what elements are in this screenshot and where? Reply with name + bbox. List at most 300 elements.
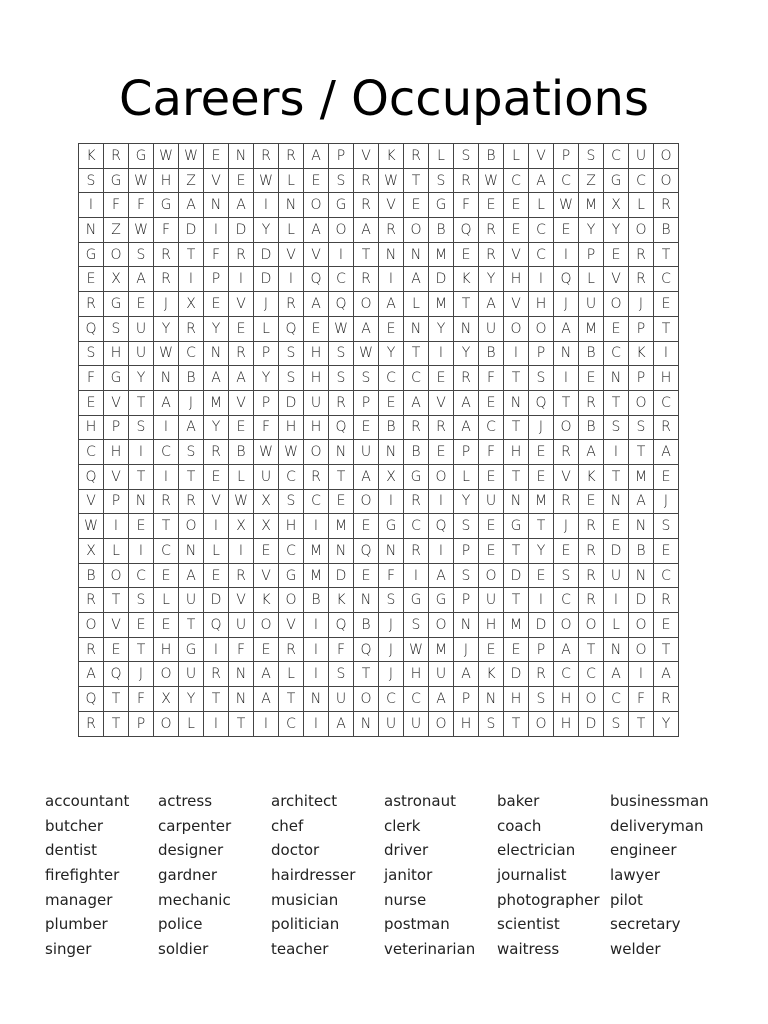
grid-cell: R <box>104 144 129 169</box>
grid-cell: R <box>79 638 104 663</box>
grid-cell: G <box>104 366 129 391</box>
grid-cell: T <box>654 317 679 342</box>
grid-cell: R <box>79 292 104 317</box>
word-list-item: firefighter <box>45 866 120 885</box>
grid-cell: A <box>179 416 204 441</box>
grid-cell: C <box>654 267 679 292</box>
grid-cell: E <box>429 366 454 391</box>
grid-cell: Y <box>579 218 604 243</box>
grid-cell: S <box>329 366 354 391</box>
grid-cell: L <box>529 193 554 218</box>
grid-cell: A <box>429 687 454 712</box>
grid-cell: E <box>529 440 554 465</box>
grid-cell: F <box>129 193 154 218</box>
grid-cell: L <box>104 539 129 564</box>
grid-cell: N <box>454 613 479 638</box>
page-title: Careers / Occupations <box>119 71 649 127</box>
grid-cell: E <box>554 218 579 243</box>
grid-cell: A <box>654 440 679 465</box>
grid-cell: U <box>229 613 254 638</box>
word-list-item: hairdresser <box>271 866 356 885</box>
grid-cell: E <box>579 490 604 515</box>
grid-cell: G <box>429 588 454 613</box>
word-list-item: plumber <box>45 915 108 934</box>
grid-cell: S <box>554 564 579 589</box>
grid-cell: U <box>404 712 429 737</box>
grid-cell: J <box>254 292 279 317</box>
grid-cell: D <box>504 662 529 687</box>
grid-cell: R <box>79 588 104 613</box>
grid-cell: I <box>129 539 154 564</box>
grid-cell: H <box>304 366 329 391</box>
word-list-item: coach <box>497 816 542 835</box>
grid-cell: O <box>654 144 679 169</box>
grid-cell: H <box>454 712 479 737</box>
grid-cell: R <box>579 391 604 416</box>
grid-cell: F <box>629 687 654 712</box>
grid-cell: I <box>304 712 329 737</box>
grid-cell: R <box>279 292 304 317</box>
grid-cell: T <box>404 342 429 367</box>
grid-cell: I <box>79 193 104 218</box>
grid-cell: I <box>154 416 179 441</box>
word-list-item: designer <box>158 841 224 860</box>
grid-cell: I <box>229 267 254 292</box>
grid-cell: P <box>454 687 479 712</box>
grid-cell: O <box>354 687 379 712</box>
grid-cell: Q <box>104 662 129 687</box>
grid-cell: X <box>229 514 254 539</box>
grid-cell: D <box>629 588 654 613</box>
grid-cell: N <box>204 342 229 367</box>
word-list-item: clerk <box>384 816 421 835</box>
grid-cell: F <box>204 243 229 268</box>
grid-cell: E <box>229 317 254 342</box>
grid-cell: N <box>379 539 404 564</box>
grid-cell: A <box>454 416 479 441</box>
grid-cell: S <box>129 588 154 613</box>
grid-cell: C <box>604 342 629 367</box>
grid-cell: E <box>454 243 479 268</box>
grid-cell: R <box>229 342 254 367</box>
grid-cell: S <box>329 169 354 194</box>
grid-cell: V <box>279 613 304 638</box>
grid-cell: S <box>79 169 104 194</box>
grid-cell: N <box>154 366 179 391</box>
grid-cell: I <box>304 613 329 638</box>
grid-cell: Z <box>179 169 204 194</box>
grid-cell: D <box>179 218 204 243</box>
grid-cell: O <box>104 564 129 589</box>
grid-cell: T <box>404 169 429 194</box>
grid-cell: L <box>629 193 654 218</box>
grid-cell: Q <box>454 218 479 243</box>
grid-cell: C <box>654 564 679 589</box>
grid-cell: N <box>354 588 379 613</box>
grid-cell: C <box>504 169 529 194</box>
grid-cell: R <box>279 638 304 663</box>
grid-cell: I <box>329 243 354 268</box>
grid-cell: U <box>179 662 204 687</box>
grid-cell: A <box>454 391 479 416</box>
grid-cell: O <box>629 218 654 243</box>
grid-cell: W <box>404 638 429 663</box>
grid-cell: I <box>379 267 404 292</box>
grid-cell: Y <box>604 218 629 243</box>
grid-cell: P <box>454 588 479 613</box>
grid-cell: B <box>379 416 404 441</box>
grid-cell: R <box>654 416 679 441</box>
word-list-item: actress <box>158 792 213 810</box>
grid-cell: E <box>229 416 254 441</box>
grid-cell: A <box>379 292 404 317</box>
word-list-item: musician <box>271 890 339 909</box>
grid-cell: X <box>104 267 129 292</box>
grid-cell: A <box>304 144 329 169</box>
grid-cell: U <box>629 144 654 169</box>
grid-cell: V <box>229 588 254 613</box>
grid-cell: E <box>604 514 629 539</box>
grid-cell: Q <box>329 292 354 317</box>
word-list-item: pilot <box>610 890 643 909</box>
word-list-item: butcher <box>45 816 104 835</box>
grid-cell: B <box>354 613 379 638</box>
grid-cell: I <box>604 588 629 613</box>
grid-cell: L <box>179 712 204 737</box>
grid-cell: T <box>104 687 129 712</box>
grid-cell: D <box>279 391 304 416</box>
grid-cell: S <box>129 243 154 268</box>
grid-cell: I <box>654 342 679 367</box>
grid-cell: I <box>529 588 554 613</box>
grid-cell: C <box>654 391 679 416</box>
grid-cell: H <box>404 662 429 687</box>
grid-cell: J <box>529 416 554 441</box>
grid-cell: E <box>204 465 229 490</box>
grid-cell: A <box>579 440 604 465</box>
grid-cell: X <box>254 490 279 515</box>
grid-cell: J <box>554 514 579 539</box>
grid-cell: R <box>429 416 454 441</box>
grid-cell: O <box>654 169 679 194</box>
grid-cell: Y <box>254 218 279 243</box>
grid-cell: F <box>104 193 129 218</box>
grid-cell: Q <box>204 613 229 638</box>
grid-cell: A <box>254 687 279 712</box>
grid-cell: V <box>254 564 279 589</box>
grid-cell: B <box>429 218 454 243</box>
grid-cell: V <box>529 144 554 169</box>
grid-cell: V <box>504 243 529 268</box>
grid-cell: L <box>454 465 479 490</box>
grid-cell: O <box>579 687 604 712</box>
grid-cell: T <box>154 514 179 539</box>
grid-cell: W <box>354 342 379 367</box>
grid-cell: H <box>279 416 304 441</box>
grid-cell: S <box>579 144 604 169</box>
grid-cell: E <box>254 539 279 564</box>
grid-cell: X <box>154 687 179 712</box>
grid-cell: N <box>604 638 629 663</box>
grid-cell: R <box>404 490 429 515</box>
grid-cell: S <box>454 564 479 589</box>
grid-cell: M <box>304 539 329 564</box>
grid-cell: C <box>279 539 304 564</box>
grid-cell: U <box>129 317 154 342</box>
grid-cell: C <box>579 662 604 687</box>
grid-cell: E <box>529 564 554 589</box>
grid-cell: P <box>254 342 279 367</box>
grid-cell: K <box>479 662 504 687</box>
grid-cell: W <box>129 218 154 243</box>
grid-cell: S <box>604 416 629 441</box>
grid-cell: L <box>279 169 304 194</box>
grid-cell: R <box>529 662 554 687</box>
grid-cell: N <box>329 539 354 564</box>
grid-cell: Z <box>104 218 129 243</box>
grid-cell: C <box>379 687 404 712</box>
grid-cell: S <box>429 169 454 194</box>
grid-cell: E <box>404 193 429 218</box>
grid-cell: Y <box>204 416 229 441</box>
grid-cell: R <box>479 243 504 268</box>
grid-cell: H <box>654 366 679 391</box>
grid-cell: U <box>479 588 504 613</box>
grid-cell: N <box>379 243 404 268</box>
grid-cell: B <box>654 218 679 243</box>
grid-cell: P <box>329 144 354 169</box>
grid-cell: N <box>629 514 654 539</box>
word-list-item: dentist <box>45 841 98 860</box>
grid-cell: B <box>304 588 329 613</box>
grid-cell: A <box>654 662 679 687</box>
grid-cell: K <box>454 267 479 292</box>
grid-cell: Q <box>329 613 354 638</box>
grid-cell: T <box>129 638 154 663</box>
grid-cell: G <box>179 638 204 663</box>
grid-cell: I <box>404 564 429 589</box>
grid-cell: E <box>554 539 579 564</box>
grid-cell: S <box>454 144 479 169</box>
grid-cell: W <box>229 490 254 515</box>
grid-cell: Q <box>79 317 104 342</box>
word-search-grid <box>78 143 679 737</box>
grid-cell: U <box>254 465 279 490</box>
word-list-item: veterinarian <box>384 940 476 959</box>
grid-cell: V <box>79 490 104 515</box>
grid-cell: S <box>529 687 554 712</box>
word-list-item: welder <box>610 940 661 959</box>
grid-cell: H <box>504 440 529 465</box>
grid-cell: Y <box>479 267 504 292</box>
grid-cell: N <box>279 193 304 218</box>
grid-cell: B <box>579 416 604 441</box>
grid-cell: E <box>654 539 679 564</box>
grid-cell: V <box>204 169 229 194</box>
grid-cell: T <box>579 638 604 663</box>
grid-cell: O <box>529 317 554 342</box>
grid-cell: E <box>504 638 529 663</box>
grid-cell: I <box>279 267 304 292</box>
grid-cell: C <box>529 218 554 243</box>
grid-cell: E <box>379 391 404 416</box>
grid-cell: T <box>454 292 479 317</box>
grid-cell: I <box>429 342 454 367</box>
grid-cell: M <box>429 292 454 317</box>
grid-cell: A <box>204 366 229 391</box>
grid-cell: R <box>354 193 379 218</box>
grid-cell: L <box>429 144 454 169</box>
grid-cell: T <box>179 465 204 490</box>
grid-cell: S <box>479 712 504 737</box>
grid-cell: O <box>429 613 454 638</box>
grid-cell: B <box>629 539 654 564</box>
grid-cell: H <box>554 712 579 737</box>
grid-cell: C <box>629 169 654 194</box>
grid-cell: R <box>579 514 604 539</box>
word-list-item: scientist <box>497 915 560 934</box>
grid-cell: A <box>454 662 479 687</box>
grid-cell: K <box>79 144 104 169</box>
grid-cell: E <box>304 169 329 194</box>
grid-cell: R <box>204 440 229 465</box>
grid-cell: U <box>129 342 154 367</box>
grid-cell: W <box>279 440 304 465</box>
word-list-item: astronaut <box>384 792 456 810</box>
grid-cell: I <box>554 366 579 391</box>
grid-cell: I <box>204 638 229 663</box>
grid-cell: U <box>379 712 404 737</box>
grid-cell: O <box>304 193 329 218</box>
grid-cell: R <box>154 267 179 292</box>
grid-cell: T <box>504 539 529 564</box>
grid-cell: V <box>354 144 379 169</box>
grid-cell: I <box>254 712 279 737</box>
grid-cell: T <box>104 712 129 737</box>
grid-cell: R <box>579 564 604 589</box>
grid-cell: N <box>304 687 329 712</box>
grid-cell: B <box>79 564 104 589</box>
grid-cell: L <box>279 218 304 243</box>
grid-cell: R <box>579 539 604 564</box>
grid-cell: C <box>304 490 329 515</box>
word-list-item: journalist <box>497 866 567 885</box>
grid-cell: R <box>654 687 679 712</box>
grid-cell: I <box>179 267 204 292</box>
grid-cell: K <box>254 588 279 613</box>
grid-cell: E <box>354 416 379 441</box>
grid-cell: V <box>104 613 129 638</box>
grid-cell: G <box>404 588 429 613</box>
grid-cell: E <box>604 317 629 342</box>
grid-cell: F <box>379 564 404 589</box>
grid-cell: G <box>329 193 354 218</box>
grid-cell: T <box>554 391 579 416</box>
grid-cell: B <box>479 342 504 367</box>
grid-cell: C <box>604 144 629 169</box>
grid-cell: E <box>379 317 404 342</box>
grid-cell: N <box>229 687 254 712</box>
grid-cell: N <box>229 144 254 169</box>
grid-cell: G <box>79 243 104 268</box>
grid-cell: W <box>154 342 179 367</box>
grid-cell: O <box>154 662 179 687</box>
word-list-item: photographer <box>497 890 600 909</box>
grid-cell: Y <box>454 342 479 367</box>
grid-cell: M <box>204 391 229 416</box>
word-list <box>45 789 723 962</box>
grid-cell: U <box>429 662 454 687</box>
grid-cell: I <box>204 218 229 243</box>
grid-cell: A <box>79 662 104 687</box>
grid-cell: X <box>179 292 204 317</box>
grid-cell: O <box>254 613 279 638</box>
grid-cell: T <box>504 712 529 737</box>
grid-cell: A <box>304 292 329 317</box>
grid-cell: R <box>229 564 254 589</box>
grid-cell: G <box>154 193 179 218</box>
grid-cell: B <box>229 440 254 465</box>
grid-cell: F <box>454 193 479 218</box>
grid-cell: E <box>504 193 529 218</box>
grid-cell: R <box>154 243 179 268</box>
grid-cell: S <box>529 366 554 391</box>
grid-cell: I <box>604 440 629 465</box>
word-list-item: mechanic <box>158 890 231 909</box>
grid-cell: Y <box>429 317 454 342</box>
grid-cell: W <box>254 440 279 465</box>
grid-cell: W <box>254 169 279 194</box>
grid-cell: I <box>554 243 579 268</box>
grid-cell: C <box>279 712 304 737</box>
grid-cell: D <box>329 564 354 589</box>
grid-cell: B <box>479 144 504 169</box>
grid-cell: D <box>504 564 529 589</box>
grid-cell: P <box>579 243 604 268</box>
grid-cell: S <box>179 440 204 465</box>
grid-cell: I <box>529 267 554 292</box>
grid-cell: I <box>379 490 404 515</box>
grid-cell: K <box>329 588 354 613</box>
grid-cell: E <box>354 514 379 539</box>
grid-cell: R <box>404 144 429 169</box>
grid-cell: E <box>354 564 379 589</box>
grid-cell: I <box>304 638 329 663</box>
grid-cell: T <box>279 687 304 712</box>
grid-cell: S <box>279 366 304 391</box>
grid-cell: S <box>654 514 679 539</box>
grid-cell: J <box>379 638 404 663</box>
grid-cell: L <box>154 588 179 613</box>
grid-cell: E <box>479 514 504 539</box>
grid-cell: A <box>479 292 504 317</box>
grid-cell: I <box>204 712 229 737</box>
grid-cell: E <box>429 440 454 465</box>
grid-cell: M <box>429 243 454 268</box>
grid-cell: H <box>304 342 329 367</box>
grid-cell: E <box>504 218 529 243</box>
grid-cell: N <box>454 317 479 342</box>
grid-cell: T <box>629 712 654 737</box>
word-list-item: postman <box>384 915 450 934</box>
word-list-item: soldier <box>158 940 209 959</box>
grid-cell: O <box>304 440 329 465</box>
grid-cell: Q <box>79 687 104 712</box>
grid-cell: U <box>329 687 354 712</box>
grid-cell: H <box>154 169 179 194</box>
grid-cell: Y <box>654 712 679 737</box>
grid-cell: E <box>604 243 629 268</box>
